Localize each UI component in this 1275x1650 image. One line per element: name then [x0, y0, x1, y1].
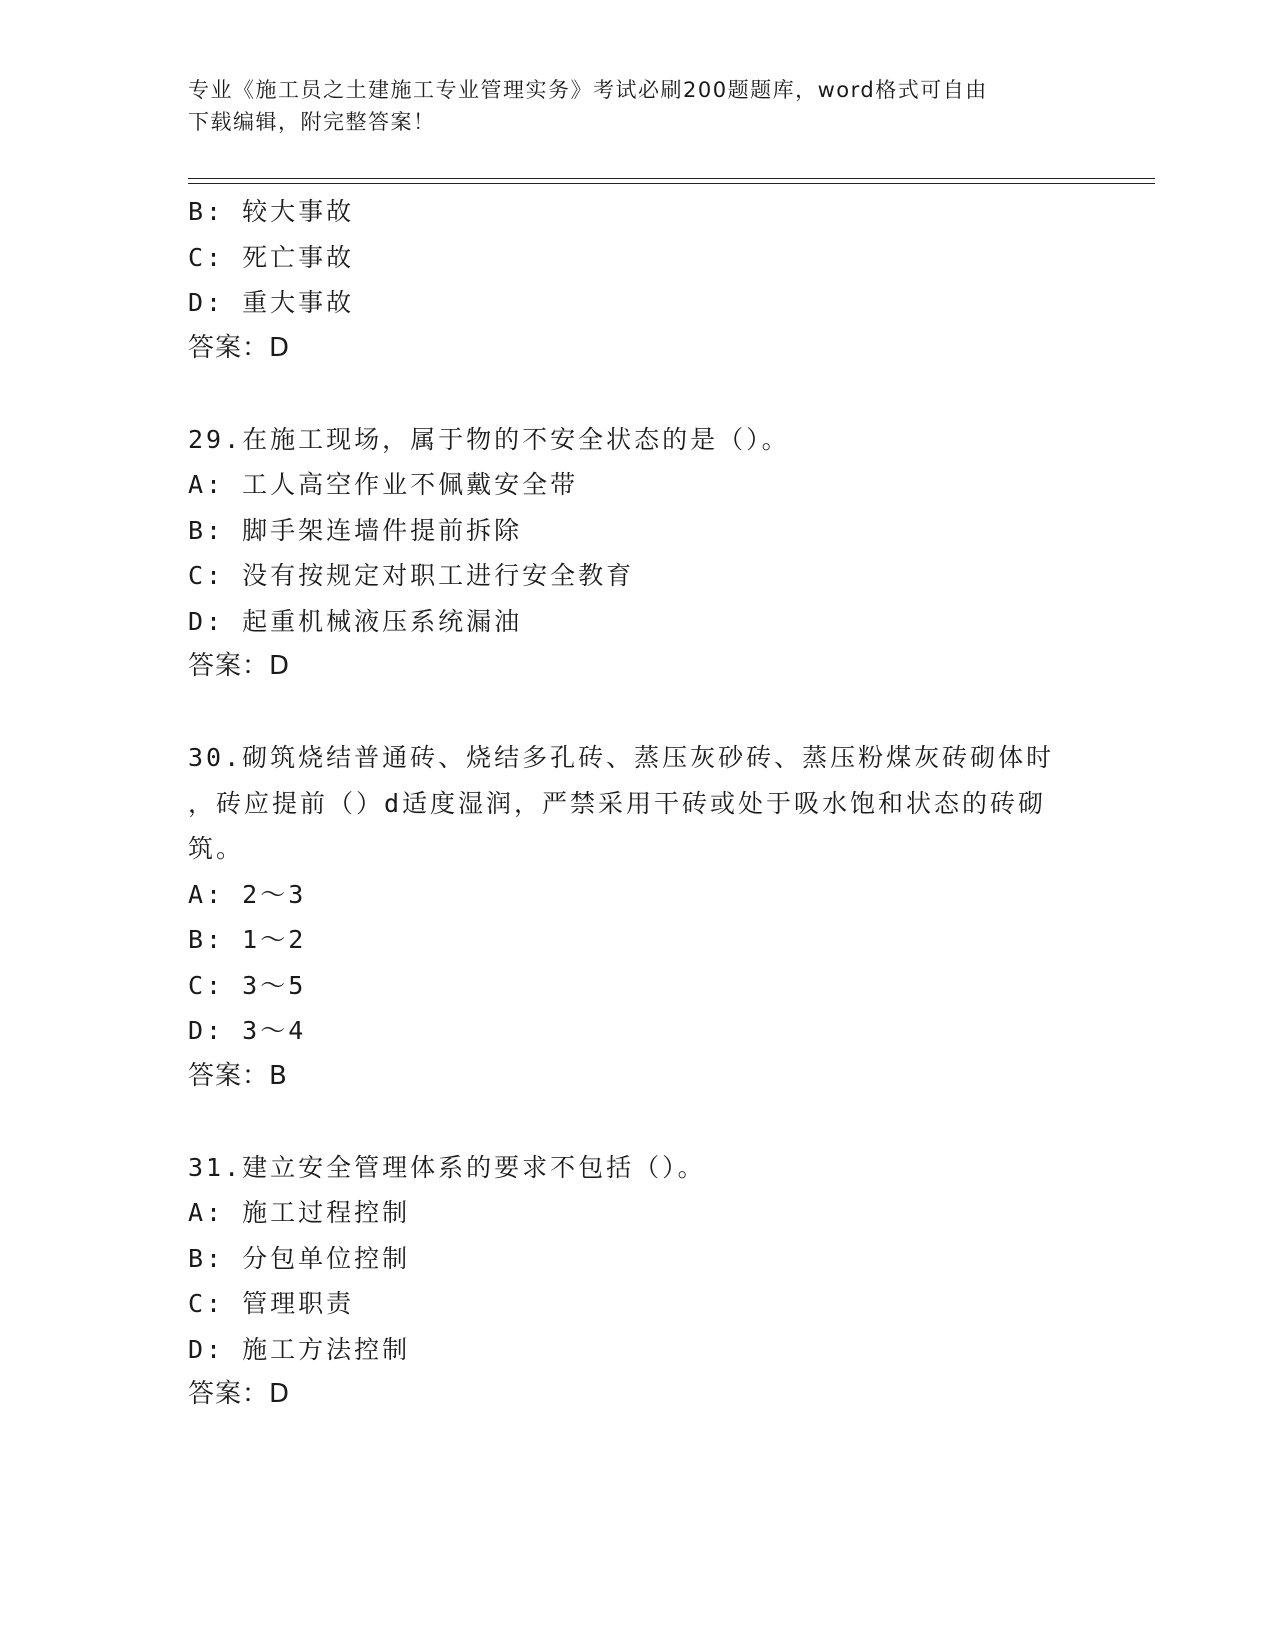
spacer — [188, 690, 1088, 736]
header-divider-top — [188, 178, 1155, 179]
option-d: D: 施工方法控制 — [188, 1334, 411, 1364]
question-30 — [188, 735, 1088, 1099]
question-text: 29.在施工现场，属于物的不安全状态的是（）。 — [188, 424, 790, 454]
option-c: C: 管理职责 — [188, 1289, 355, 1318]
answer-line: 答案：D — [188, 1379, 291, 1409]
spacer — [188, 1099, 1088, 1145]
question-29 — [188, 417, 1088, 690]
question-text-line-2: ，砖应提前（）d适度湿润，严禁采用干砖或处于吸水饱和状态的砖砌 — [188, 788, 1047, 818]
spacer — [188, 371, 1088, 417]
question-text-line-3: 筑。 — [188, 834, 245, 863]
header-line-1: 专业《施工员之土建施工专业管理实务》考试必刷200题题库，word格式可自由 — [188, 78, 988, 102]
option-d: D: 3～4 — [188, 1016, 307, 1045]
option-c: C: 死亡事故 — [188, 242, 355, 272]
document-header — [188, 74, 1088, 138]
option-d: D: 起重机械液压系统漏油 — [188, 606, 523, 636]
question-text-line-1: 30.砌筑烧结普通砖、烧结多孔砖、蒸压灰砂砖、蒸压粉煤灰砖砌体时 — [188, 743, 1055, 772]
header-line-2: 下载编辑，附完整答案！ — [188, 110, 436, 134]
answer-line: 答案：B — [188, 1060, 288, 1091]
question-fragment — [188, 189, 1088, 371]
option-c: C: 没有按规定对职工进行安全教育 — [188, 561, 635, 590]
answer-line: 答案：D — [188, 332, 291, 363]
option-d: D: 重大事故 — [188, 288, 355, 317]
option-b: B: 1～2 — [188, 925, 307, 954]
option-b: B: 分包单位控制 — [188, 1243, 411, 1273]
option-a: A: 工人高空作业不佩戴安全带 — [188, 470, 579, 499]
option-b: B: 较大事故 — [188, 197, 355, 226]
option-b: B: 脚手架连墙件提前拆除 — [188, 515, 523, 545]
header-divider-bottom — [188, 183, 1155, 184]
answer-line: 答案：D — [188, 651, 291, 681]
option-a: A: 施工过程控制 — [188, 1198, 411, 1227]
option-c: C: 3～5 — [188, 970, 307, 1000]
question-text: 31.建立安全管理体系的要求不包括（）。 — [188, 1152, 706, 1182]
question-content — [188, 189, 1088, 1418]
question-31 — [188, 1145, 1088, 1418]
option-a: A: 2～3 — [188, 879, 307, 909]
